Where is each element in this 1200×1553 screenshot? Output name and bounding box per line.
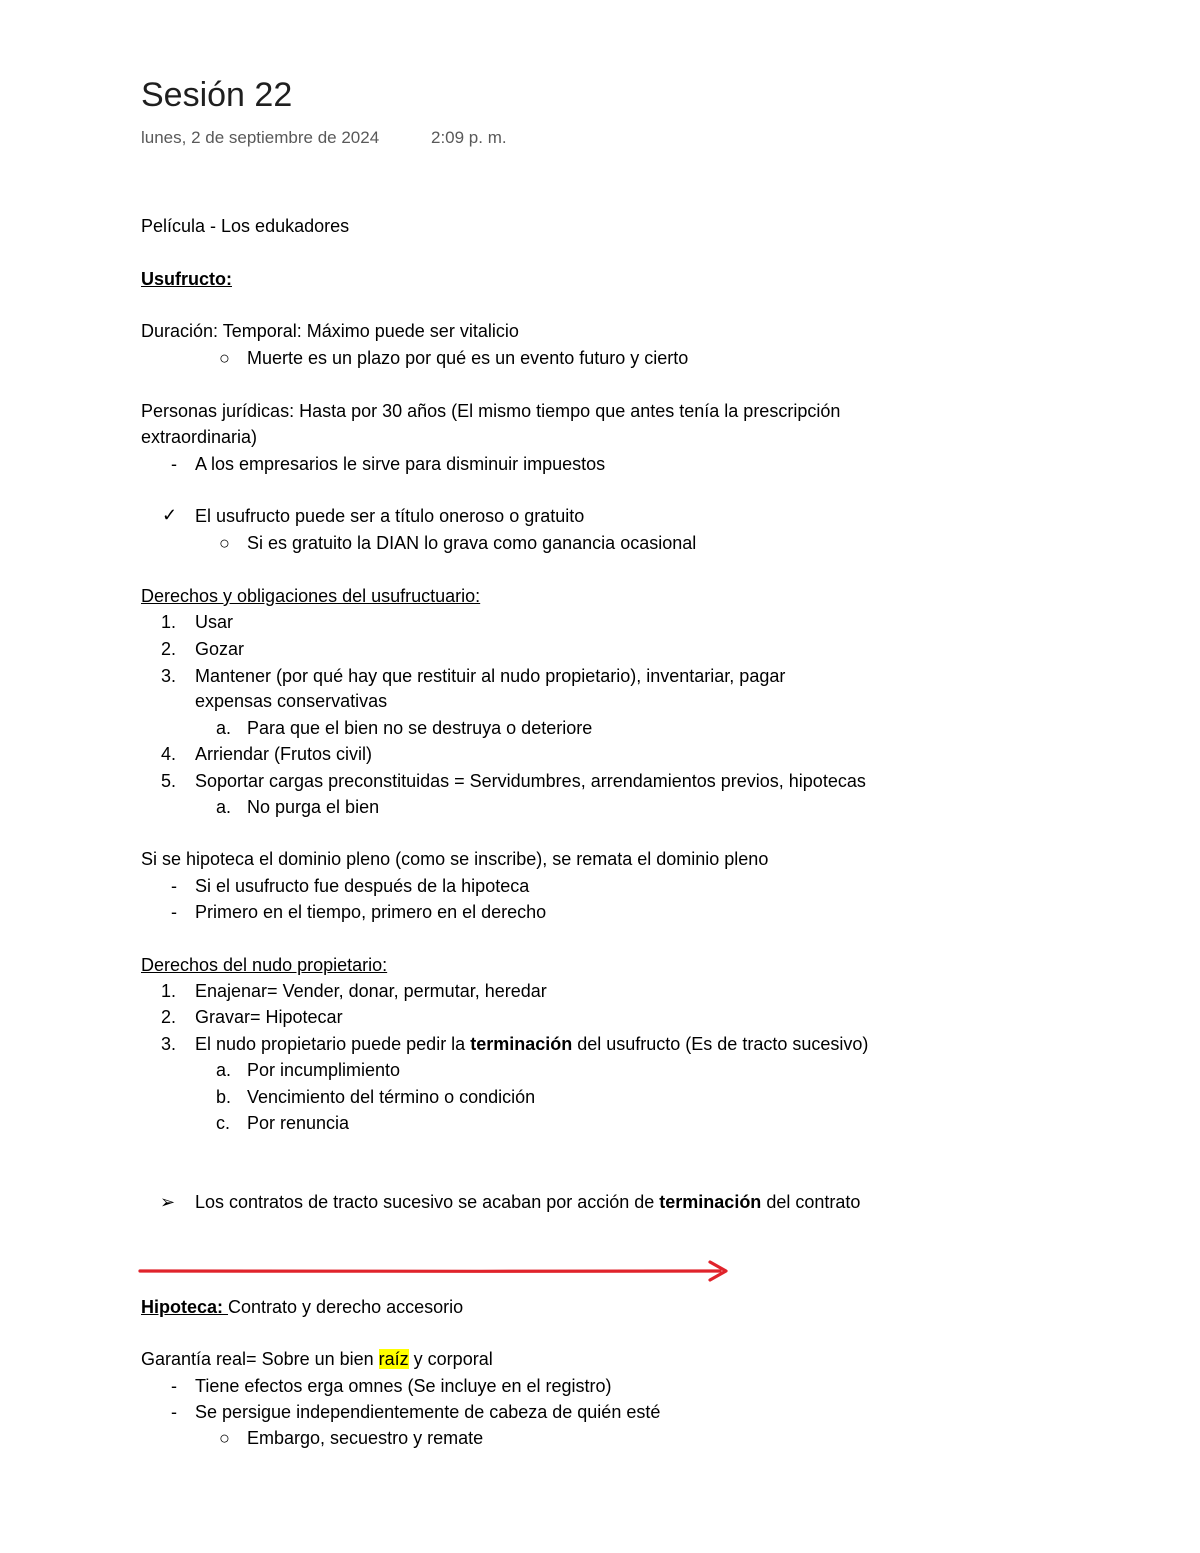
personas-sub: A los empresarios le sirve para disminuir impuestos	[195, 454, 606, 474]
list-item: Enajenar= Vender, donar, permutar, heredar	[195, 981, 547, 1001]
text-run: Los contratos de tracto sucesivo se acaban por acción de	[195, 1192, 660, 1212]
hipoteca-definition	[141, 1295, 463, 1319]
text-run: y corporal	[408, 1349, 493, 1369]
movie-line: Película - Los edukadores	[141, 216, 350, 236]
date-label: lunes, 2 de septiembre de 2024	[141, 128, 380, 147]
circle-bullet-icon: ○	[219, 533, 230, 553]
dash-bullet-icon: -	[171, 876, 177, 896]
dash-bullet-icon: -	[171, 1376, 177, 1396]
check-item: El usufructo puede ser a título oneroso o gratuito	[195, 506, 585, 526]
derechos-heading: Derechos y obligaciones del usufructuario:	[141, 586, 481, 606]
check-icon: ✓	[162, 505, 178, 525]
dash-bullet-icon: -	[171, 902, 177, 922]
list-letter: a.	[216, 1060, 232, 1080]
time-label: 2:09 p. m.	[431, 128, 507, 147]
list-number: 2.	[161, 1007, 177, 1027]
list-letter: b.	[216, 1087, 232, 1107]
hipoteca-sub: Primero en el tiempo, primero en el derecho	[195, 902, 547, 922]
list-item: Mantener (por qué hay que restituir al nudo propietario), inventariar, pagar	[195, 666, 786, 686]
text-run: del contrato	[761, 1192, 861, 1212]
highlighted-term: raíz	[378, 1349, 409, 1369]
list-number: 3.	[161, 1034, 177, 1054]
circle-bullet-icon: ○	[219, 348, 230, 368]
list-number: 3.	[161, 666, 177, 686]
circle-bullet-icon: ○	[219, 1428, 230, 1448]
list-item-continued: expensas conservativas	[195, 691, 388, 711]
garantia-line	[141, 1347, 493, 1371]
garantia-sub: Se persigue independientemente de cabeza de quién esté	[195, 1402, 661, 1422]
list-subitem: No purga el bien	[247, 797, 380, 817]
list-subitem: Para que el bien no se destruya o deteriore	[247, 718, 593, 738]
list-item: Arriendar (Frutos civil)	[195, 744, 373, 764]
list-item: Usar	[195, 612, 234, 632]
red-arrow-icon	[138, 1258, 738, 1286]
personas-line-2: extraordinaria)	[141, 427, 258, 447]
duracion-line: Duración: Temporal: Máximo puede ser vitalicio	[141, 321, 519, 341]
contratos-line	[195, 1190, 860, 1214]
page-title: Sesión 22	[141, 76, 293, 114]
personas-line-1: Personas jurídicas: Hasta por 30 años (El mismo tiempo que antes tenía la prescripción	[141, 401, 841, 421]
hipoteca-line: Si se hipoteca el dominio pleno (como se inscribe), se remata el dominio pleno	[141, 849, 769, 869]
list-subitem: Por incumplimiento	[247, 1060, 401, 1080]
arrow-bullet-icon: ➢	[160, 1192, 176, 1212]
list-subitem: Por renuncia	[247, 1113, 350, 1133]
garantia-subsub: Embargo, secuestro y remate	[247, 1428, 484, 1448]
text-run: Garantía real= Sobre un bien	[141, 1349, 379, 1369]
list-subitem: Vencimiento del término o condición	[247, 1087, 536, 1107]
dash-bullet-icon: -	[171, 454, 177, 474]
list-item: Soportar cargas preconstituidas = Servidumbres, arrendamientos previos, hipotecas	[195, 771, 866, 791]
dash-bullet-icon: -	[171, 1402, 177, 1422]
garantia-sub: Tiene efectos erga omnes (Se incluye en el registro)	[195, 1376, 612, 1396]
list-number: 4.	[161, 744, 177, 764]
list-number: 1.	[161, 612, 177, 632]
check-sub: Si es gratuito la DIAN lo grava como ganancia ocasional	[247, 533, 697, 553]
list-item: Gravar= Hipotecar	[195, 1007, 343, 1027]
duracion-sub: Muerte es un plazo por qué es un evento futuro y cierto	[247, 348, 689, 368]
text-run: del usufructo (Es de tracto sucesivo)	[572, 1034, 869, 1054]
usufructo-heading: Usufructo:	[141, 269, 232, 289]
nudo-heading: Derechos del nudo propietario:	[141, 955, 388, 975]
text-run: El nudo propietario puede pedir la	[195, 1034, 471, 1054]
list-letter: a.	[216, 718, 232, 738]
list-letter: a.	[216, 797, 232, 817]
text-run: Contrato y derecho accesorio	[228, 1297, 464, 1317]
hipoteca-sub: Si el usufructo fue después de la hipoteca	[195, 876, 530, 896]
list-number: 5.	[161, 771, 177, 791]
hipoteca-heading: Hipoteca:	[141, 1297, 229, 1317]
bold-term: terminación	[659, 1192, 762, 1212]
list-number: 2.	[161, 639, 177, 659]
list-item: Gozar	[195, 639, 245, 659]
bold-term: terminación	[470, 1034, 573, 1054]
list-number: 1.	[161, 981, 177, 1001]
list-item	[195, 1032, 868, 1056]
list-letter: c.	[216, 1113, 231, 1133]
